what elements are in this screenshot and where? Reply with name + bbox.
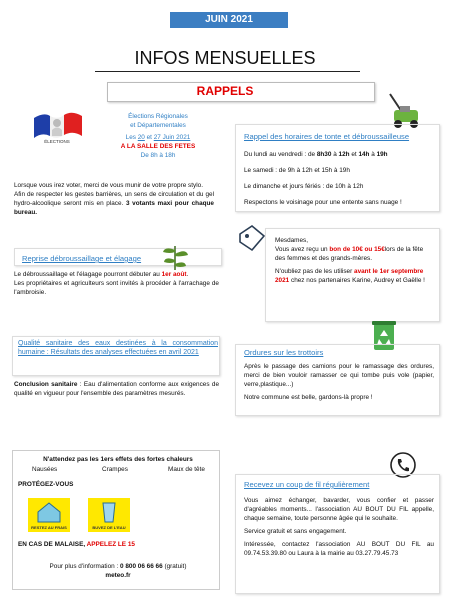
heat-protect: PROTÉGEZ-VOUS — [18, 481, 74, 488]
symptom-nausea: Nausées — [32, 466, 58, 473]
symptom-headache: Maux de tête — [168, 466, 205, 473]
election-logo-text: ÉLECTIONS — [44, 139, 70, 144]
voucher-amount: Vous avez reçu un bon de 10€ ou 15€lors de la fête des femmes et des grands-mères. — [275, 246, 424, 262]
phone-title: Recevez un coup de fil régulièrement — [244, 480, 370, 489]
page-title: INFOS MENSUELLES — [134, 48, 316, 68]
price-tag-icon — [236, 224, 266, 252]
election-title-1: Élections Régionales — [128, 113, 188, 120]
mowing-schedule — [244, 150, 439, 214]
heat-emergency: EN CAS DE MALAISE, APPELEZ LE 15 — [18, 541, 135, 548]
mowing-saturday: Le samedi : de 9h à 12h et 15h à 19h — [244, 167, 350, 174]
plant-icon — [160, 240, 190, 272]
mowing-note: Respectons le voisinage pour une entente sans nuage ! — [244, 199, 402, 206]
water-glass-icon — [88, 498, 130, 524]
month-banner: JUIN 2021 — [170, 12, 288, 28]
water-title: Qualité sanitaire des eaux destinées à la consommation humaine : Résultats des analyses effectuées en avril 2021 — [18, 340, 218, 356]
sidewalk-title: Ordures sur les trottoirs — [244, 348, 324, 357]
election-info — [108, 112, 208, 160]
voucher-text — [275, 236, 435, 285]
voucher-greeting: Mesdames, — [275, 237, 309, 244]
election-dates: Les 20 et 27 Juin 2021 — [125, 134, 191, 141]
voucher-deadline: N'oubliez pas de les utiliser avant le 1er septembre 2021 chez nos partenaires Karine, Audrey et Gaëlle ! — [275, 268, 425, 284]
election-title-2: et Départementales — [130, 122, 186, 129]
water-text: Conclusion sanitaire : Eau d'alimentation conforme aux exigences de qualité en vigueur pour l'ensemble des paramètres mesurés. — [14, 381, 219, 397]
heat-intro: N'attendez pas les 1ers effets des fortes chaleurs — [43, 456, 193, 463]
heat-info: Pour plus d'information : 0 800 06 66 66 (gratuit) meteo.fr — [49, 563, 187, 579]
mowing-title: Rappel des horaires de tonte et débroussailleuse — [244, 132, 410, 141]
drink-water-poster: BUVEZ DE L'EAU — [88, 498, 130, 532]
brush-text: Le débroussaillage et l'élagage pourront débuter au 1er août. Les propriétaires et agriculteurs sont invités à procéder à l'arrachage de l'ambroisie. — [14, 271, 219, 296]
house-icon — [28, 498, 70, 524]
election-place: A LA SALLE DES FETES — [120, 143, 196, 150]
symptom-cramps: Crampes — [102, 466, 128, 473]
election-hours: De 8h à 18h — [140, 152, 176, 159]
mowing-weekday: Du lundi au vendredi : de 8h30 à 12h et 14h à 19h — [244, 151, 388, 158]
title-divider — [95, 71, 360, 72]
phone-text: Vous aimez échanger, bavarder, vous confier et passer d'agréables moments... l'association AU BOUT DU FIL appelle, chaque semaine, toute personne âgée qui le souhaite. Service gratuit et sans engagement. Intéressée, contactez l'association AU BOUT DU FIL au 09.74.53.39.80 ou Laura à la mairie au 03.27.79.45.73 — [244, 497, 434, 557]
election-logo-icon — [30, 110, 85, 145]
election-text: Lorsque vous irez voter, merci de vous munir de votre propre stylo. Afin de respecter les gestes barrières, un sens de circulation et du gel hydro-alcoolique seront mis en place. 3 votants maxi pour chaque bureau. — [14, 182, 214, 216]
sidewalk-text: Après le passage des camions pour le ramassage des ordures, merci de bien vouloir ramasser ce qui tombe puis vole (papier, verre,plastique...) Notre commune est belle, gardons-là propre ! — [244, 363, 434, 401]
mowing-sunday: Le dimanche et jours fériés : de 10h à 12h — [244, 183, 364, 190]
section-title: RAPPELS — [196, 84, 254, 98]
brush-title: Reprise débroussaillage et élagage — [22, 254, 142, 263]
stay-cool-poster: RESTEZ AU FRAIS — [28, 498, 70, 532]
